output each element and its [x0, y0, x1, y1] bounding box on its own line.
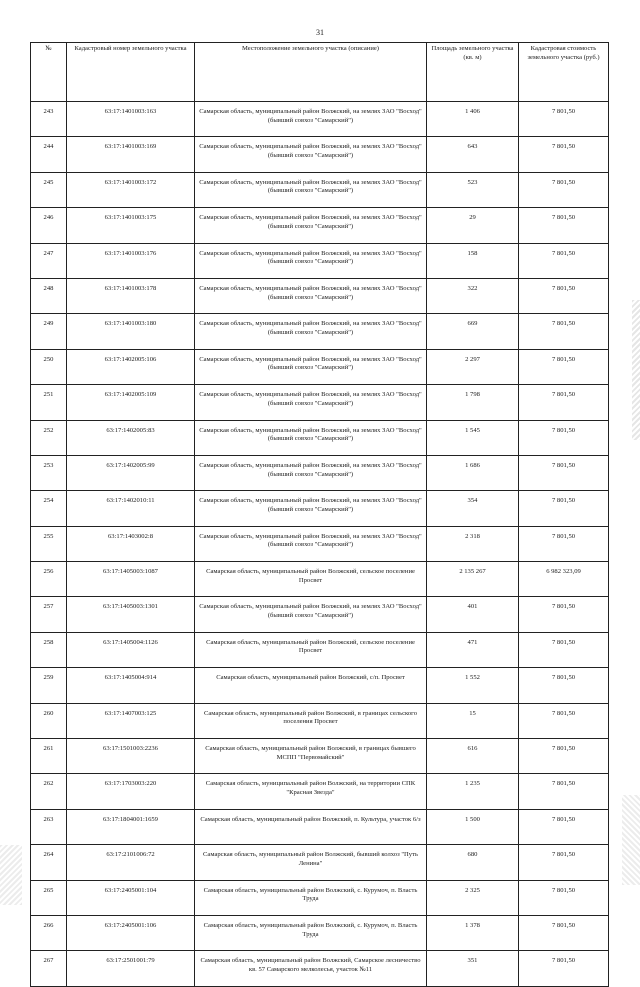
- location-description: Самарская область, муниципальный район Волжский, на землях ЗАО "Восход" (бывший совхоз "Самарский"): [195, 137, 427, 172]
- cadastral-number: 63:17:1401003:178: [67, 278, 195, 313]
- area-value: 616: [427, 739, 519, 774]
- cadastral-number: 63:17:1405003:1301: [67, 597, 195, 632]
- area-value: 322: [427, 278, 519, 313]
- cadastral-cost: 6 982 323,09: [519, 562, 609, 597]
- location-description: Самарская область, муниципальный район Волжский, сельское поселение Просвет: [195, 632, 427, 667]
- location-description: Самарская область, муниципальный район Волжский, на землях ЗАО "Восход" (бывший совхоз "Самарский"): [195, 597, 427, 632]
- scan-artifact: [0, 845, 22, 905]
- table-row: [31, 951, 609, 986]
- location-description: Самарская область, муниципальный район Волжский, на землях ЗАО "Восход" (бывший совхоз "Самарский"): [195, 172, 427, 207]
- area-value: 351: [427, 951, 519, 986]
- cadastral-cost: 7 801,50: [519, 349, 609, 384]
- cadastral-cost: 7 801,50: [519, 915, 609, 950]
- table-row: [31, 314, 609, 349]
- table-row: [31, 739, 609, 774]
- cadastral-number: 63:17:1401003:175: [67, 208, 195, 243]
- table-row: [31, 349, 609, 384]
- area-value: 2 297: [427, 349, 519, 384]
- row-number: 256: [31, 562, 67, 597]
- table-row: [31, 243, 609, 278]
- table-row: [31, 774, 609, 809]
- cadastral-cost: 7 801,50: [519, 243, 609, 278]
- table-row: [31, 915, 609, 950]
- cadastral-cost: 7 801,50: [519, 845, 609, 880]
- cadastral-cost: 7 801,50: [519, 455, 609, 490]
- row-number: 259: [31, 668, 67, 703]
- cadastral-cost: 7 801,50: [519, 491, 609, 526]
- cadastral-number: 63:17:1401003:176: [67, 243, 195, 278]
- cadastral-number: 63:17:1407003:125: [67, 703, 195, 738]
- cadastral-number: 63:17:1405004:1126: [67, 632, 195, 667]
- cadastral-cost: 7 801,50: [519, 597, 609, 632]
- scan-artifact: [632, 300, 640, 440]
- row-number: 253: [31, 455, 67, 490]
- row-number: 264: [31, 845, 67, 880]
- location-description: Самарская область, муниципальный район Волжский, на землях ЗАО "Восход" (бывший совхоз "Самарский"): [195, 314, 427, 349]
- area-value: 471: [427, 632, 519, 667]
- area-value: 2 325: [427, 880, 519, 915]
- table-row: [31, 172, 609, 207]
- cadastral-number: 63:17:1403002:8: [67, 526, 195, 561]
- table-row: [31, 880, 609, 915]
- cadastral-cost: 7 801,50: [519, 668, 609, 703]
- cadastral-number: 63:17:1501003:2236: [67, 739, 195, 774]
- location-description: Самарская область, муниципальный район Волжский, на землях ЗАО "Восход" (бывший совхоз "Самарский"): [195, 491, 427, 526]
- table-row: [31, 809, 609, 844]
- cadastral-number: 63:17:1405004:914: [67, 668, 195, 703]
- location-description: Самарская область, муниципальный район Волжский, Самарское лесничество кв. 57 Самарского мелколесья, участок №11: [195, 951, 427, 986]
- cadastral-number: 63:17:2405001:104: [67, 880, 195, 915]
- cadastral-number: 63:17:2501001:79: [67, 951, 195, 986]
- row-number: 258: [31, 632, 67, 667]
- table-row: [31, 491, 609, 526]
- land-plots-table: [30, 42, 609, 987]
- location-description: Самарская область, муниципальный район Волжский, на землях ЗАО "Восход" (бывший совхоз "Самарский"): [195, 208, 427, 243]
- cadastral-cost: 7 801,50: [519, 703, 609, 738]
- row-number: 260: [31, 703, 67, 738]
- cadastral-number: 63:17:1402005:99: [67, 455, 195, 490]
- row-number: 263: [31, 809, 67, 844]
- location-description: Самарская область, муниципальный район Волжский, на землях ЗАО "Восход" (бывший совхоз "Самарский"): [195, 278, 427, 313]
- area-value: 29: [427, 208, 519, 243]
- row-number: 245: [31, 172, 67, 207]
- row-number: 261: [31, 739, 67, 774]
- cadastral-number: 63:17:1401003:180: [67, 314, 195, 349]
- location-description: Самарская область, муниципальный район Волжский, на землях ЗАО "Восход" (бывший совхоз "Самарский"): [195, 102, 427, 137]
- location-description: Самарская область, муниципальный район Волжский, с. Курумоч, п. Власть Труда: [195, 880, 427, 915]
- row-number: 249: [31, 314, 67, 349]
- cadastral-number: 63:17:1402005:106: [67, 349, 195, 384]
- scan-artifact: [622, 795, 640, 885]
- cadastral-cost: 7 801,50: [519, 314, 609, 349]
- row-number: 246: [31, 208, 67, 243]
- cadastral-cost: 7 801,50: [519, 526, 609, 561]
- table-row: [31, 703, 609, 738]
- location-description: Самарская область, муниципальный район Волжский, п. Культура, участок 6/з: [195, 809, 427, 844]
- cadastral-number: 63:17:1401003:163: [67, 102, 195, 137]
- row-number: 243: [31, 102, 67, 137]
- header-area: Площадь земельного участка (кв. м): [427, 43, 519, 102]
- cadastral-cost: 7 801,50: [519, 774, 609, 809]
- row-number: 248: [31, 278, 67, 313]
- area-value: 1 500: [427, 809, 519, 844]
- row-number: 262: [31, 774, 67, 809]
- row-number: 267: [31, 951, 67, 986]
- table-row: [31, 385, 609, 420]
- row-number: 252: [31, 420, 67, 455]
- table-header: [31, 43, 609, 102]
- table-row: [31, 208, 609, 243]
- area-value: 1 378: [427, 915, 519, 950]
- header-location: Местоположение земельного участка (описание): [195, 43, 427, 102]
- location-description: Самарская область, муниципальный район Волжский, с/п. Просвет: [195, 668, 427, 703]
- cadastral-cost: 7 801,50: [519, 739, 609, 774]
- area-value: 2 318: [427, 526, 519, 561]
- cadastral-cost: 7 801,50: [519, 880, 609, 915]
- cadastral-cost: 7 801,50: [519, 632, 609, 667]
- row-number: 250: [31, 349, 67, 384]
- location-description: Самарская область, муниципальный район Волжский, с. Курумоч, п. Власть Труда: [195, 915, 427, 950]
- area-value: 1 235: [427, 774, 519, 809]
- table-row: [31, 526, 609, 561]
- cadastral-cost: 7 801,50: [519, 809, 609, 844]
- area-value: 1 798: [427, 385, 519, 420]
- area-value: 669: [427, 314, 519, 349]
- cadastral-cost: 7 801,50: [519, 385, 609, 420]
- area-value: 680: [427, 845, 519, 880]
- table-row: [31, 668, 609, 703]
- cadastral-number: 63:17:1405003:1087: [67, 562, 195, 597]
- table-row: [31, 455, 609, 490]
- row-number: 244: [31, 137, 67, 172]
- cadastral-cost: 7 801,50: [519, 137, 609, 172]
- area-value: 1 406: [427, 102, 519, 137]
- location-description: Самарская область, муниципальный район Волжский, на землях ЗАО "Восход" (бывший совхоз "Самарский"): [195, 455, 427, 490]
- row-number: 257: [31, 597, 67, 632]
- table-row: [31, 632, 609, 667]
- row-number: 247: [31, 243, 67, 278]
- location-description: Самарская область, муниципальный район Волжский, на землях ЗАО "Восход" (бывший совхоз "Самарский"): [195, 243, 427, 278]
- cadastral-number: 63:17:2405001:106: [67, 915, 195, 950]
- cadastral-number: 63:17:2101006:72: [67, 845, 195, 880]
- cadastral-number: 63:17:1401003:172: [67, 172, 195, 207]
- row-number: 266: [31, 915, 67, 950]
- area-value: 643: [427, 137, 519, 172]
- area-value: 401: [427, 597, 519, 632]
- row-number: 255: [31, 526, 67, 561]
- cadastral-cost: 7 801,50: [519, 951, 609, 986]
- location-description: Самарская область, муниципальный район Волжский, на землях ЗАО "Восход" (бывший совхоз "Самарский"): [195, 526, 427, 561]
- table-row: [31, 562, 609, 597]
- location-description: Самарская область, муниципальный район Волжский, на землях ЗАО "Восход" (бывший совхоз "Самарский"): [195, 420, 427, 455]
- cadastral-number: 63:17:1401003:169: [67, 137, 195, 172]
- table-row: [31, 102, 609, 137]
- location-description: Самарская область, муниципальный район Волжский, сельское поселение Просвет: [195, 562, 427, 597]
- header-row: [31, 43, 609, 102]
- cadastral-number: 63:17:1703003:220: [67, 774, 195, 809]
- location-description: Самарская область, муниципальный район Волжский, на землях ЗАО "Восход" (бывший совхоз "Самарский"): [195, 349, 427, 384]
- location-description: Самарская область, муниципальный район Волжский, в границах бывшего МСПП "Первомайский": [195, 739, 427, 774]
- area-value: 354: [427, 491, 519, 526]
- cadastral-cost: 7 801,50: [519, 172, 609, 207]
- cadastral-cost: 7 801,50: [519, 208, 609, 243]
- table-body: [31, 102, 609, 987]
- cadastral-cost: 7 801,50: [519, 102, 609, 137]
- row-number: 251: [31, 385, 67, 420]
- cadastral-number: 63:17:1804001:1659: [67, 809, 195, 844]
- area-value: 158: [427, 243, 519, 278]
- location-description: Самарская область, муниципальный район Волжский, в границах сельского поселения Просвет: [195, 703, 427, 738]
- cadastral-number: 63:17:1402005:83: [67, 420, 195, 455]
- location-description: Самарская область, муниципальный район Волжский, на землях ЗАО "Восход" (бывший совхоз "Самарский"): [195, 385, 427, 420]
- area-value: 1 552: [427, 668, 519, 703]
- location-description: Самарская область, муниципальный район Волжский, на территории СПК "Красная Звезда": [195, 774, 427, 809]
- cadastral-number: 63:17:1402005:109: [67, 385, 195, 420]
- area-value: 1 686: [427, 455, 519, 490]
- row-number: 254: [31, 491, 67, 526]
- cadastral-cost: 7 801,50: [519, 420, 609, 455]
- header-cadastral-number: Кадастровый номер земельного участка: [67, 43, 195, 102]
- header-cadastral-cost: Кадастровая стоимость земельного участка (руб.): [519, 43, 609, 102]
- table-row: [31, 845, 609, 880]
- area-value: 2 135 267: [427, 562, 519, 597]
- table-row: [31, 137, 609, 172]
- area-value: 523: [427, 172, 519, 207]
- header-number: №: [31, 43, 67, 102]
- table-row: [31, 420, 609, 455]
- table-row: [31, 597, 609, 632]
- row-number: 265: [31, 880, 67, 915]
- area-value: 1 545: [427, 420, 519, 455]
- table-row: [31, 278, 609, 313]
- page-number: 31: [316, 28, 324, 37]
- cadastral-number: 63:17:1402010:11: [67, 491, 195, 526]
- area-value: 15: [427, 703, 519, 738]
- cadastral-cost: 7 801,50: [519, 278, 609, 313]
- location-description: Самарская область, муниципальный район Волжский, бывший колхоз "Путь Ленина": [195, 845, 427, 880]
